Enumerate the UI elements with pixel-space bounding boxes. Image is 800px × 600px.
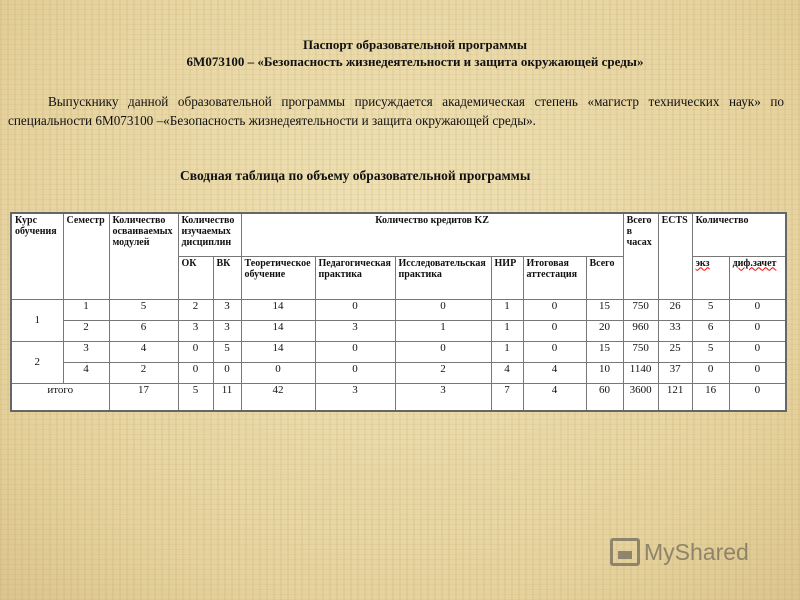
cell-value: 4: [523, 362, 586, 383]
header-exam: экз: [692, 256, 729, 299]
cell-value: 5: [213, 341, 241, 362]
myshared-logo: [610, 538, 749, 566]
cell-value: 1: [491, 341, 523, 362]
header-research: Исследовательская практика: [395, 256, 491, 299]
header-semester: Семестр: [63, 213, 109, 299]
header-nir: НИР: [491, 256, 523, 299]
cell-value: 2: [395, 362, 491, 383]
header-vk: ВК: [213, 256, 241, 299]
cell-value: 1: [395, 320, 491, 341]
cell-value: 3: [213, 320, 241, 341]
cell-value: 960: [623, 320, 658, 341]
cell-value: 0: [241, 362, 315, 383]
cell-value: 0: [523, 320, 586, 341]
header-total: Всего: [586, 256, 623, 299]
total-value: 3: [315, 383, 395, 411]
cell-value: 6: [109, 320, 178, 341]
cell-value: 6: [692, 320, 729, 341]
description-paragraph: Выпускнику данной образовательной программы присуждается академическая степень «магистр технических наук» по специальности 6М073100 –«Безопасность жизнедеятельности и защита окружающей среды».: [8, 94, 784, 128]
cell-value: 20: [586, 320, 623, 341]
cell-value: 0: [213, 362, 241, 383]
cell-value: 0: [395, 341, 491, 362]
cell-semester: 4: [63, 362, 109, 383]
cell-value: 25: [658, 341, 692, 362]
cell-value: 1: [491, 320, 523, 341]
cell-value: 0: [315, 341, 395, 362]
cell-value: 14: [241, 299, 315, 320]
total-value: 42: [241, 383, 315, 411]
table-row: [11, 341, 786, 362]
header-final: Итоговая аттестация: [523, 256, 586, 299]
table-row: [11, 299, 786, 320]
presentation-icon: [610, 538, 640, 566]
total-value: 4: [523, 383, 586, 411]
cell-value: 0: [178, 341, 213, 362]
cell-value: 0: [315, 362, 395, 383]
total-value: 3: [395, 383, 491, 411]
page-title: Паспорт образовательной программы: [302, 37, 528, 52]
cell-value: 10: [586, 362, 623, 383]
cell-value: 1: [491, 299, 523, 320]
header-disciplines: Количество изучаемых дисциплин: [178, 213, 241, 256]
cell-value: 750: [623, 341, 658, 362]
cell-value: 0: [395, 299, 491, 320]
cell-value: 0: [729, 299, 786, 320]
total-value: 11: [213, 383, 241, 411]
total-value: 17: [109, 383, 178, 411]
cell-value: 33: [658, 320, 692, 341]
cell-value: 1140: [623, 362, 658, 383]
table-row: [11, 362, 786, 383]
cell-value: 4: [491, 362, 523, 383]
header-credits: Количество кредитов KZ: [241, 213, 623, 256]
cell-value: 5: [692, 341, 729, 362]
total-value: 121: [658, 383, 692, 411]
cell-value: 0: [523, 341, 586, 362]
cell-value: 14: [241, 341, 315, 362]
header-theory: Теоретическое обучение: [241, 256, 315, 299]
cell-semester: 1: [63, 299, 109, 320]
cell-value: 14: [241, 320, 315, 341]
total-value: 16: [692, 383, 729, 411]
header-count: Количество: [692, 213, 786, 256]
table-row: [11, 320, 786, 341]
cell-value: 0: [178, 362, 213, 383]
header-ects: ECTS: [658, 213, 692, 299]
logo-text: MyShared: [644, 538, 749, 565]
cell-value: 0: [729, 362, 786, 383]
header-modules: Количество осваиваемых модулей: [109, 213, 178, 299]
header-difzachet: диф.зачет: [729, 256, 786, 299]
cell-value: 5: [109, 299, 178, 320]
cell-semester: 2: [63, 320, 109, 341]
header-ped: Педагогическая практика: [315, 256, 395, 299]
total-value: 5: [178, 383, 213, 411]
cell-value: 3: [213, 299, 241, 320]
cell-value: 5: [692, 299, 729, 320]
cell-value: 0: [692, 362, 729, 383]
table-title: Сводная таблица по объему образовательной программы: [180, 168, 531, 183]
cell-value: 3: [315, 320, 395, 341]
total-value: 3600: [623, 383, 658, 411]
cell-value: 2: [109, 362, 178, 383]
header-hours: Всего в часах: [623, 213, 658, 299]
cell-value: 3: [178, 320, 213, 341]
summary-table: [10, 212, 787, 412]
cell-value: 0: [523, 299, 586, 320]
total-value: 7: [491, 383, 523, 411]
cell-value: 2: [178, 299, 213, 320]
cell-value: 37: [658, 362, 692, 383]
page-subtitle: 6М073100 – «Безопасность жизнедеятельности и защита окружающей среды»: [186, 54, 644, 69]
header-course: Курс обучения: [11, 213, 63, 299]
cell-value: 26: [658, 299, 692, 320]
total-value: 60: [586, 383, 623, 411]
cell-value: 0: [315, 299, 395, 320]
total-row: [11, 383, 786, 411]
cell-value: 4: [109, 341, 178, 362]
cell-value: 15: [586, 299, 623, 320]
cell-course: 2: [11, 341, 63, 383]
header-ok: ОК: [178, 256, 213, 299]
cell-value: 0: [729, 341, 786, 362]
cell-value: 15: [586, 341, 623, 362]
cell-course: 1: [11, 299, 63, 341]
cell-semester: 3: [63, 341, 109, 362]
total-value: 0: [729, 383, 786, 411]
cell-value: 0: [729, 320, 786, 341]
total-label: итого: [11, 383, 109, 411]
cell-value: 750: [623, 299, 658, 320]
